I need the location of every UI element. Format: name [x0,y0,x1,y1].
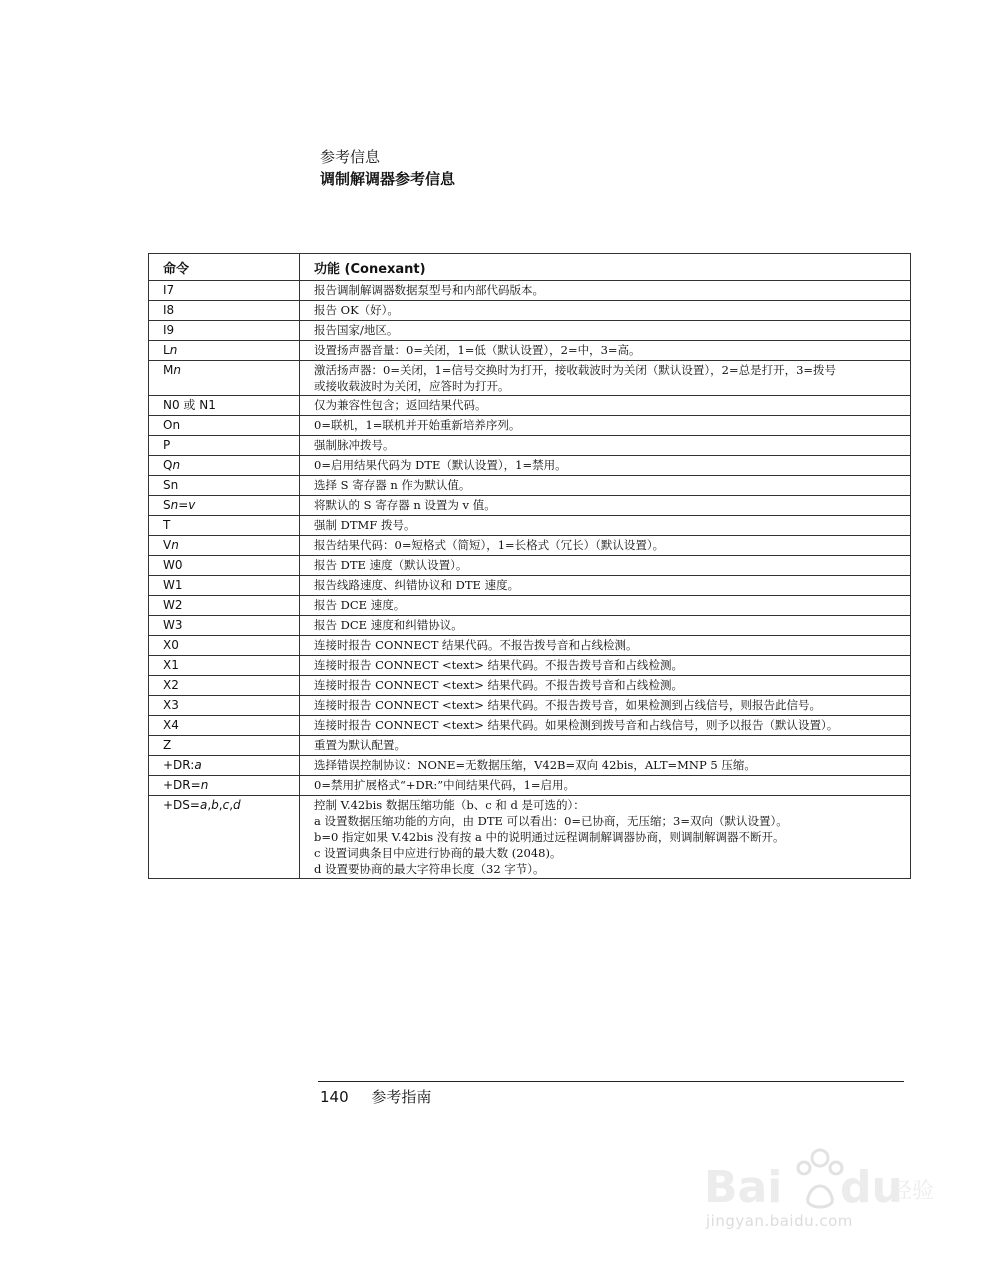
function-line: 选择错误控制协议：NONE=无数据压缩，V42B=双向 42bis，ALT=MNP 5 压缩。 [314,758,756,772]
command-cell: On [149,416,300,436]
function-cell [300,616,911,636]
command-cell: Qn [149,456,300,476]
function-line: 报告调制解调器数据泵型号和内部代码版本。 [314,283,544,297]
function-cell [300,796,911,879]
function-line: 0=启用结果代码为 DTE（默认设置），1=禁用。 [314,458,567,472]
command-cell: T [149,516,300,536]
function-cell [300,756,911,776]
function-line: 0=禁用扩展格式“+DR:”中间结果代码，1=启用。 [314,778,576,792]
table-row [149,516,911,536]
command-cell: Z [149,736,300,756]
function-line: b=0 指定如果 V.42bis 没有按 a 中的说明通过远程调制解调器协商，则调制解调器不断开。 [314,830,785,844]
document-title: 参考指南 [371,1088,432,1106]
function-cell [300,301,911,321]
table-row [149,301,911,321]
footer-rule [318,1081,904,1082]
command-cell: Mn [149,361,300,396]
table-row [149,281,911,301]
command-table [148,253,911,879]
table-row [149,696,911,716]
function-cell [300,536,911,556]
function-line: 报告 DTE 速度（默认设置）。 [314,558,468,572]
function-cell [300,596,911,616]
page-number: 140 [320,1088,349,1106]
command-cell: +DS=a,b,c,d [149,796,300,879]
command-cell: W3 [149,616,300,636]
function-cell [300,361,911,396]
table-row [149,496,911,516]
watermark-url: jingyan.baidu.com [706,1212,853,1230]
function-line: 报告 DCE 速度。 [314,598,406,612]
command-cell: W1 [149,576,300,596]
function-cell [300,676,911,696]
function-cell [300,736,911,756]
command-cell: Sn=v [149,496,300,516]
function-line: 连接时报告 CONNECT <text> 结果代码。不报告拨号音和占线检测。 [314,658,683,672]
svg-text:du: du [840,1162,903,1213]
command-cell: I8 [149,301,300,321]
function-cell [300,556,911,576]
function-line: 仅为兼容性包含；返回结果代码。 [314,398,487,412]
table-row [149,596,911,616]
function-line: 连接时报告 CONNECT <text> 结果代码。不报告拨号音，如果检测到占线信号，则报告此信号。 [314,698,821,712]
function-cell [300,396,911,416]
command-cell: Ln [149,341,300,361]
command-cell: +DR:a [149,756,300,776]
command-cell: X0 [149,636,300,656]
command-cell: Sn [149,476,300,496]
function-line: d 设置要协商的最大字符串长度（32 字节）。 [314,862,545,876]
command-cell: +DR=n [149,776,300,796]
function-cell [300,416,911,436]
table-row [149,416,911,436]
command-cell: W2 [149,596,300,616]
command-cell: P [149,436,300,456]
function-cell [300,436,911,456]
table-row [149,456,911,476]
section-label: 参考信息 [320,148,381,166]
table-row [149,396,911,416]
page-footer [320,1086,431,1107]
table-row [149,476,911,496]
table-row [149,361,911,396]
function-cell [300,716,911,736]
function-line: 控制 V.42bis 数据压缩功能（b、c 和 d 是可选的）： [314,798,585,812]
function-cell [300,281,911,301]
function-line: 选择 S 寄存器 n 作为默认值。 [314,478,471,492]
function-cell [300,776,911,796]
command-cell: I9 [149,321,300,341]
function-cell [300,516,911,536]
command-cell: X4 [149,716,300,736]
table-row [149,536,911,556]
table-row [149,656,911,676]
command-cell: W0 [149,556,300,576]
function-line: 报告结果代码：0=短格式（简短），1=长格式（冗长）（默认设置）。 [314,538,665,552]
function-line: c 设置词典条目中应进行协商的最大数 (2048)。 [314,846,562,860]
function-line: 报告国家/地区。 [314,323,399,337]
table-row [149,576,911,596]
function-line: 强制脉冲拨号。 [314,438,395,452]
function-cell [300,321,911,341]
command-cell: X3 [149,696,300,716]
command-cell: N0 或 N1 [149,396,300,416]
table-row [149,676,911,696]
table-row [149,556,911,576]
table-row [149,636,911,656]
function-line: 连接时报告 CONNECT <text> 结果代码。如果检测到拨号音和占线信号，则予以报告（默认设置）。 [314,718,839,732]
function-line: 将默认的 S 寄存器 n 设置为 v 值。 [314,498,496,512]
table-row [149,716,911,736]
column-header-function: 功能 (Conexant) [300,254,911,281]
function-cell [300,656,911,676]
function-line: 设置扬声器音量：0=关闭，1=低（默认设置），2=中，3=高。 [314,343,641,357]
function-cell [300,456,911,476]
table-row [149,796,911,879]
function-line: 连接时报告 CONNECT 结果代码。不报告拨号音和占线检测。 [314,638,638,652]
function-cell [300,636,911,656]
function-line: 报告线路速度、纠错协议和 DTE 速度。 [314,578,520,592]
function-line: 激活扬声器：0=关闭，1=信号交换时为打开，接收载波时为关闭（默认设置），2=总是打开，3=拨号 [314,363,837,377]
command-cell: I7 [149,281,300,301]
command-cell: X2 [149,676,300,696]
function-line: 报告 DCE 速度和纠错协议。 [314,618,463,632]
table-row [149,776,911,796]
function-line: 强制 DTMF 拨号。 [314,518,416,532]
function-cell [300,496,911,516]
function-cell [300,696,911,716]
svg-text:经验: 经验 [890,1179,935,1204]
table-header-row [149,254,911,281]
function-cell [300,476,911,496]
command-cell: X1 [149,656,300,676]
command-cell: Vn [149,536,300,556]
function-line: 报告 OK（好）。 [314,303,399,317]
function-line: 0=联机，1=联机并开始重新培养序列。 [314,418,521,432]
svg-text:Bai: Bai [704,1162,783,1213]
function-line: 连接时报告 CONNECT <text> 结果代码。不报告拨号音和占线检测。 [314,678,683,692]
table-row [149,341,911,361]
page-title: 调制解调器参考信息 [320,170,456,188]
function-cell [300,576,911,596]
function-line: a 设置数据压缩功能的方向，由 DTE 可以看出：0=已协商，无压缩；3=双向（默认设置）。 [314,814,788,828]
baidu-watermark-logo [700,1140,940,1250]
table-row [149,436,911,456]
function-cell [300,341,911,361]
table-row [149,616,911,636]
table-row [149,736,911,756]
table-row [149,756,911,776]
table-row [149,321,911,341]
table-body [149,281,911,879]
column-header-command: 命令 [149,254,300,281]
function-line: 或接收载波时为关闭，应答时为打开。 [314,379,510,393]
function-line: 重置为默认配置。 [314,738,406,752]
